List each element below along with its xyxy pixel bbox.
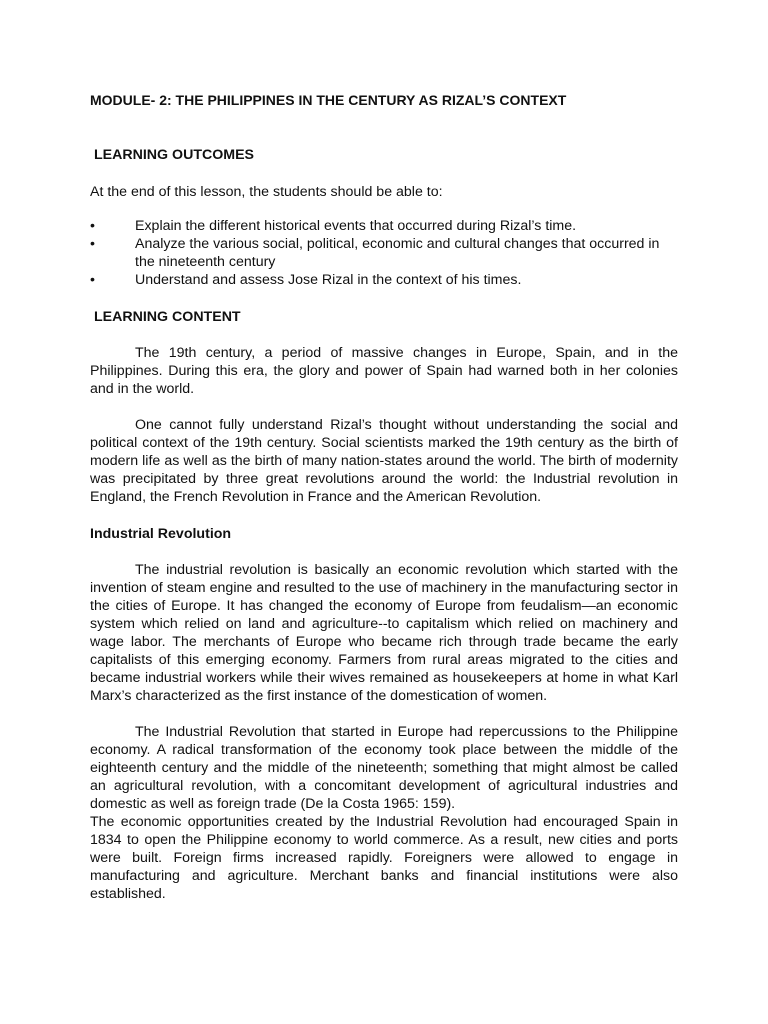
module-title: MODULE- 2: THE PHILIPPINES IN THE CENTURY AS RIZAL’S CONTEXT [90,92,567,108]
bullet-icon: • [90,272,95,288]
document-page [90,91,678,903]
industrial-revolution-heading: Industrial Revolution [90,526,232,542]
bullet-icon: • [90,218,95,234]
bullet-icon: • [90,236,95,252]
list-item [90,217,678,235]
outcome-text: Analyze the various social, political, economic and cultural changes that occurred in the nineteenth century [135,236,660,270]
content-paragraph: The economic opportunities created by the Industrial Revolution had encouraged Spain in 1834 to open the Philippine economy to world commerce. As a result, new cities and ports were built. Foreign firms increased rapidly. Foreigners were allowed to engage in manufacturing and agriculture. Merchant banks and financial institutions were also established. [90,814,678,902]
learning-content-heading: LEARNING CONTENT [94,309,241,325]
outcomes-intro: At the end of this lesson, the students should be able to: [90,184,443,200]
list-item [90,271,678,289]
outcome-text: Understand and assess Jose Rizal in the context of his times. [135,272,522,288]
content-paragraph: The Industrial Revolution that started in Europe had repercussions to the Philippine economy. A radical transformation of the economy took place between the middle of the eighteenth century and the middle of the nineteenth; something that might almost be called an agricultural revolution, with a concomitant development of agricultural industries and domestic as well as foreign trade (De la Costa 1965: 159). [90,724,678,812]
content-paragraph: The industrial revolution is basically an economic revolution which started with the invention of steam engine and resulted to the use of machinery in the manufacturing sector in the cities of Europe. It has changed the economy of Europe from feudalism—an economic system which relied on land and agriculture--to capitalism which relied on machinery and wage labor. The merchants of Europe who became rich through trade became the early capitalists of this emerging economy. Farmers from rural areas migrated to the cities and became industrial workers while their wives remained as housekeepers at home in what Karl Marx’s characterized as the first instance of the domestication of women. [90,562,678,704]
content-paragraph: One cannot fully understand Rizal’s thought without understanding the social and political context of the 19th century. Social scientists marked the 19th century as the birth of modern life as well as the birth of many nation-states around the world. The birth of modernity was precipitated by three great revolutions around the world: the Industrial revolution in England, the French Revolution in France and the American Revolution. [90,417,678,505]
content-paragraph: The 19th century, a period of massive changes in Europe, Spain, and in the Philippines. During this era, the glory and power of Spain had warned both in her colonies and in the world. [90,345,678,397]
learning-outcomes-heading: LEARNING OUTCOMES [94,147,255,163]
outcomes-list [90,217,678,289]
list-item [90,235,678,271]
outcome-text: Explain the different historical events that occurred during Rizal’s time. [135,218,577,234]
